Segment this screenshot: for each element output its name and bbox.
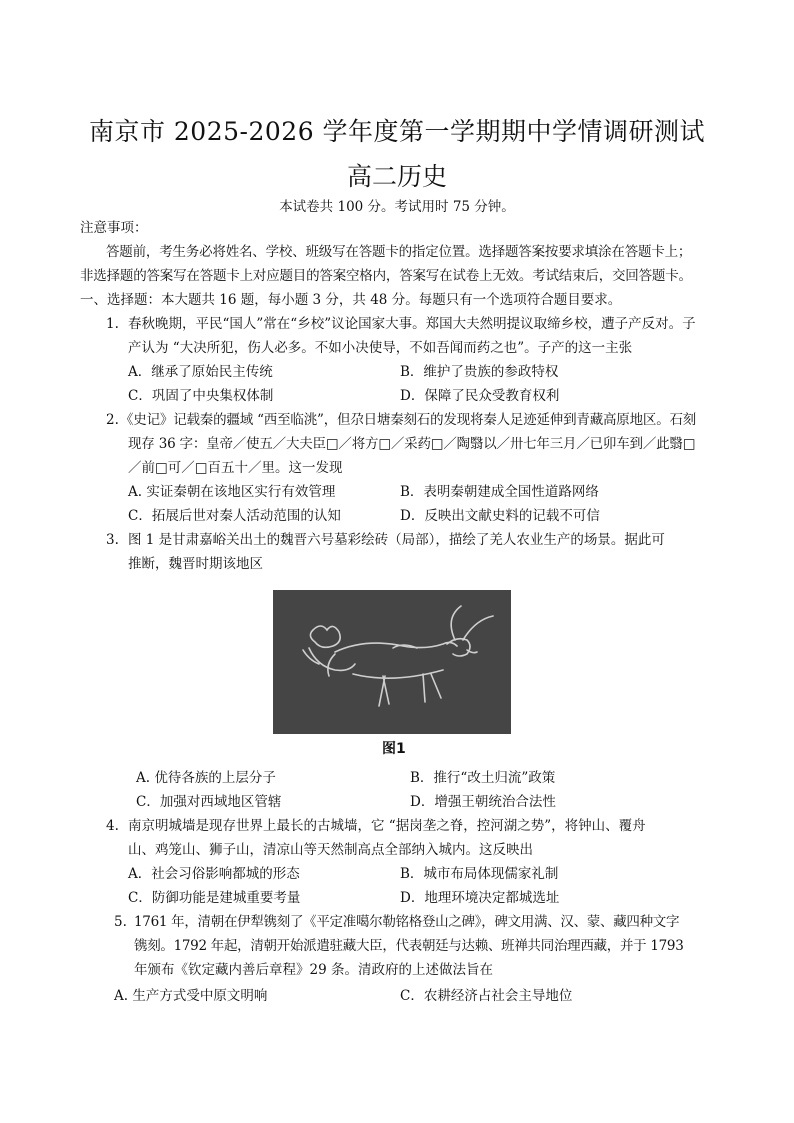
option-a: A. 优待各族的上层分子: [136, 770, 276, 786]
question-stem-line: 现存 36 字：皇帝／使五／大夫臣□／将方□／采药□／陶翳以／卅七年三月／已卯车到／此翳□: [128, 436, 696, 452]
option-a: A. 生产方式受中原文明响: [114, 988, 268, 1004]
question-number: 1.: [106, 316, 119, 332]
notice-line-2: 非选择题的答案写在答题卡上对应题目的答案空格内，答案写在试卷上无效。考试结束后，交回答题卡。: [80, 268, 692, 284]
option-d: D．地理环境决定都城选址: [400, 890, 560, 906]
option-a: A．社会习俗影响都城的形态: [128, 866, 300, 882]
notice-line-1: 答题前，考生务必将姓名、学校、班级写在答题卡的指定位置。选择题答案按要求填涂在答题卡上；: [106, 244, 692, 260]
question-stem-line: 推断，魏晋时期该地区: [128, 556, 263, 572]
question-stem-line: 春秋晚期，平民“国人”常在“乡校”议论国家大事。郑国大夫然明提议取缔乡校，遭子产反对。子: [128, 316, 696, 332]
option-a: A. 实证秦朝在该地区实行有效管理: [128, 484, 336, 500]
question-number: 4.: [106, 818, 119, 834]
option-d: D．反映出文献史料的记载不可信: [400, 508, 600, 524]
exam-subject: 高二历史: [346, 162, 447, 191]
option-b: B．表明秦朝建成全国性道路网络: [400, 484, 599, 500]
question-number: 5.: [114, 914, 127, 930]
exam-title: 南京市 2025-2026 学年度第一学期期中学情调研测试: [88, 117, 706, 146]
option-a: A．继承了原始民主传统: [128, 364, 273, 380]
question-stem-line: 产认为 “大决所犯，伤人必多。不如小决使导，不如吾闻而药之也”。子产的这一主张: [128, 340, 633, 356]
question-stem-line: 1761 年，清朝在伊犁镌刻了《平定准噶尔勒铭格登山之碑》，碑文用满、汉、蒙、藏四种文字: [134, 914, 680, 930]
notice-heading: 注意事项：: [80, 220, 148, 236]
option-c: C．加强对西域地区管辖: [136, 794, 282, 810]
question-stem-line: ／前□可／□百五十／里。这一发现: [128, 460, 343, 476]
option-c: C．防御功能是建城重要考量: [128, 890, 301, 906]
question-number: 2.: [106, 412, 119, 428]
option-c: C．拓展后世对秦人活动范围的认知: [128, 508, 341, 524]
exam-info: 本试卷共 100 分。考试用时 75 分钟。: [279, 199, 515, 215]
option-c: C．农耕经济占社会主导地位: [400, 988, 573, 1004]
question-stem-line: 年颁布《钦定藏内善后章程》29 条。清政府的上述做法旨在: [134, 962, 493, 978]
section-heading: 一、选择题：本大题共 16 题，每小题 3 分，共 48 分。每题只有一个选项符合题目要求。: [80, 292, 622, 308]
option-c: C．巩固了中央集权体制: [128, 388, 274, 404]
figure-caption: 图1: [382, 741, 406, 757]
option-d: D．增强王朝统治合法性: [410, 794, 556, 810]
question-stem-line: 《史记》记载秦的疆域 “西至临洮”，但尕日塘秦刻石的发现将秦人足迹延伸到青藏高原地区。石刻: [120, 412, 697, 428]
question-stem-line: 南京明城墙是现存世界上最长的古城墙，它 “据岗垄之脊，控河湖之势”，将钟山、覆舟: [128, 818, 646, 834]
question-stem-line: 图 1 是甘肃嘉峪关出土的魏晋六号墓彩绘砖（局部），描绘了羌人农业生产的场景。据此可: [128, 532, 665, 548]
question-number: 3.: [106, 532, 119, 548]
ox-plough-illustration: [273, 590, 511, 734]
tomb-brick-painting-figure: [273, 590, 511, 734]
option-b: B．城市布局体现儒家礼制: [400, 866, 559, 882]
option-d: D．保障了民众受教育权利: [400, 388, 560, 404]
question-stem-line: 山、鸡笼山、狮子山，清凉山等天然制高点全部纳入城内。这反映出: [128, 842, 533, 858]
question-stem-line: 镌刻。1792 年起，清朝开始派遣驻藏大臣，代表朝廷与达赖、班禅共同治理西藏，并于 1793: [134, 938, 684, 954]
option-b: B．推行“改土归流”政策: [410, 770, 556, 786]
option-b: B．维护了贵族的参政特权: [400, 364, 559, 380]
